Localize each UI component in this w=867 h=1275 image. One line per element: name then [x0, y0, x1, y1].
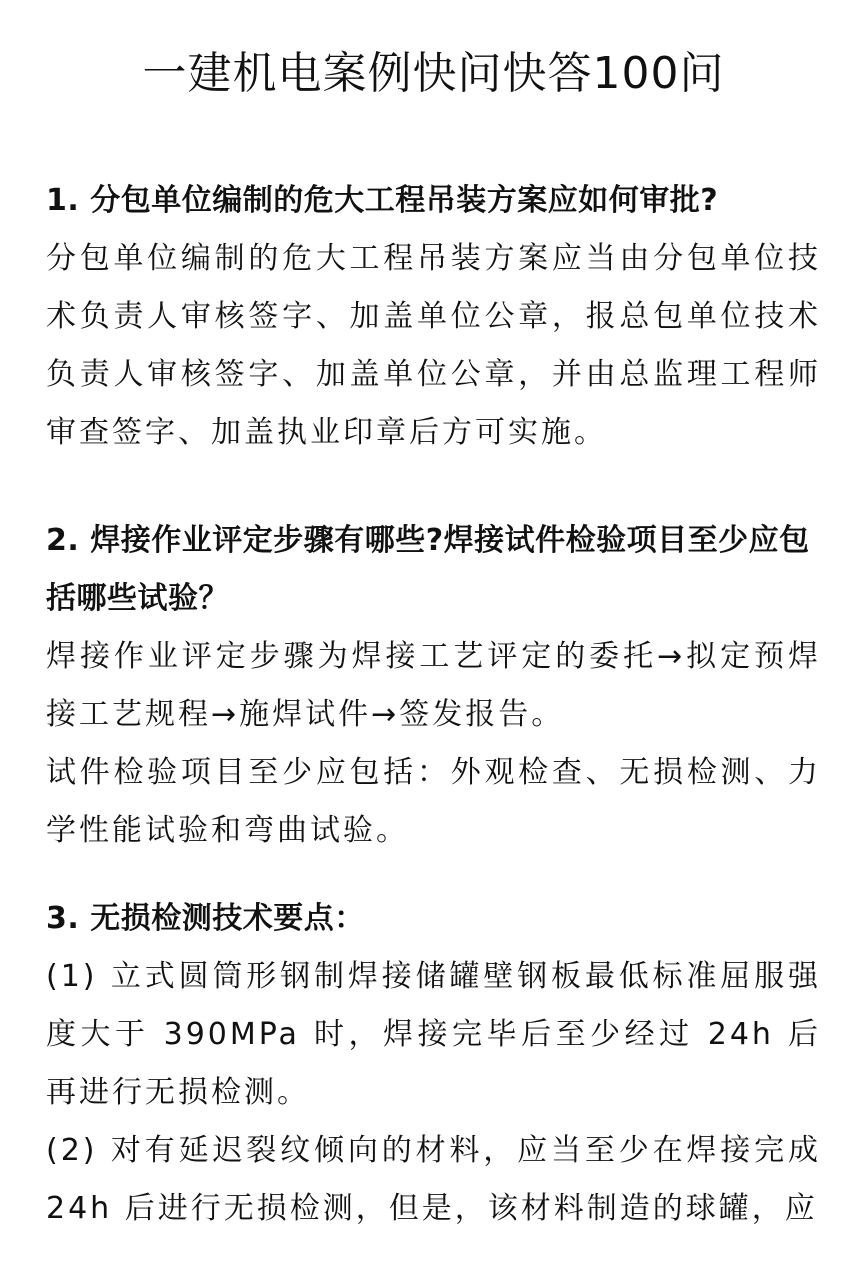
question-2: 2. 焊接作业评定步骤有哪些?焊接试件检验项目至少应包括哪些试验？: [46, 523, 810, 616]
question-3: 3. 无损检测技术要点：: [46, 901, 365, 936]
answer-3-1: (1) 立式圆筒形钢制焊接储罐壁钢板最低标准屈服强度大于 390MPa 时，焊接完毕后至少经过 24h 后再进行无损检测。: [46, 959, 821, 1110]
qa-item-3: [46, 890, 821, 1238]
qa-item-1: [46, 172, 821, 462]
answer-2-2: 试件检验项目至少应包括：外观检查、无损检测、力学性能试验和弯曲试验。: [46, 755, 821, 848]
qa-item-2: [46, 512, 821, 860]
answer-1-1: 分包单位编制的危大工程吊装方案应当由分包单位技术负责人审核签字、加盖单位公章，报总包单位技术负责人审核签字、加盖单位公章，并由总监理工程师审查签字、加盖执业印章后方可实施。: [46, 241, 821, 450]
answer-2-1: 焊接作业评定步骤为焊接工艺评定的委托→拟定预焊接工艺规程→施焊试件→签发报告。: [46, 639, 821, 732]
document-title: 一建机电案例快问快答100问: [142, 48, 725, 99]
question-1: 1. 分包单位编制的危大工程吊装方案应如何审批?: [46, 183, 719, 218]
answer-3-2: (2) 对有延迟裂纹倾向的材料，应当至少在焊接完成 24h 后进行无损检测，但是，该材料制造的球罐，应: [46, 1133, 821, 1226]
